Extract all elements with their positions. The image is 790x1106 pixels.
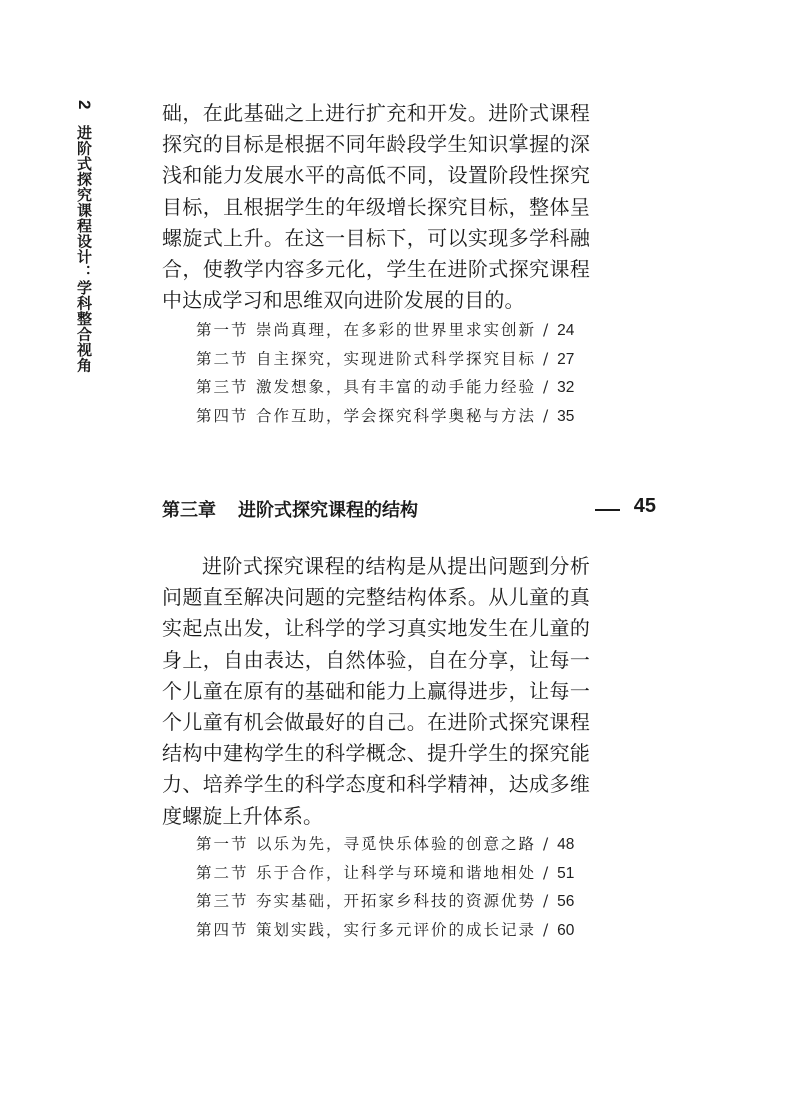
toc-chapter2-sections — [196, 316, 606, 430]
toc-entry: 第四节 合作互助，学会探究科学奥秘与方法 / 35 — [196, 402, 606, 431]
toc-section-number: 第一节 — [196, 321, 249, 339]
chapter-title: 进阶式探究课程的结构 — [238, 500, 418, 521]
toc-section-number: 第二节 — [196, 349, 249, 368]
toc-entry: 第三节 激发想象，具有丰富的动手能力经验 / 32 — [196, 373, 606, 402]
toc-chapter3-sections — [196, 830, 606, 944]
toc-section-number: 第一节 — [196, 835, 249, 853]
toc-section-title: 乐于合作，让科学与环境和谐地相处 — [256, 863, 537, 882]
toc-entry: 第一节 以乐为先，寻觅快乐体验的创意之路 / 48 — [196, 830, 606, 859]
toc-section-number: 第三节 — [196, 892, 249, 910]
book-title: 进阶式探究课程设计：学科整合视角 — [75, 125, 93, 374]
toc-page-number: 48 — [557, 836, 575, 853]
toc-section-title: 以乐为先，寻觅快乐体验的创意之路 — [256, 835, 537, 853]
toc-section-number: 第四节 — [196, 920, 249, 939]
toc-section-title: 策划实践，实行多元评价的成长记录 — [256, 920, 537, 939]
chapter-page-number: 45 — [633, 495, 656, 517]
toc-section-title: 崇尚真理，在多彩的世界里求实创新 — [256, 321, 537, 339]
toc-page-number: 35 — [557, 407, 575, 425]
toc-section-title: 夯实基础，开拓家乡科技的资源优势 — [256, 892, 537, 910]
toc-entry: 第三节 夯实基础，开拓家乡科技的资源优势 / 56 — [196, 887, 606, 916]
toc-section-number: 第四节 — [196, 406, 249, 425]
body-paragraph-2: 进阶式探究课程的结构是从提出问题到分析问题直至解决问题的完整结构体系。从儿童的真实起点出发，让科学的学习真实地发生在儿童的身上，自由表达，自然体验，自在分享，让每一个儿童在原有的基础和能力上赢得进步，让每一个儿童有机会做最好的自己。在进阶式探究课程结构中建构学生的科学概念、提升学生的探究能力、培养学生的科学态度和科学精神，达成多维度螺旋上升体系。 — [162, 554, 590, 828]
toc-entry: 第二节 自主探究，实现进阶式科学探究目标 / 27 — [196, 345, 606, 374]
toc-section-number: 第二节 — [196, 863, 249, 882]
toc-section-title: 合作互助，学会探究科学奥秘与方法 — [256, 406, 537, 425]
toc-page-number: 32 — [557, 379, 575, 396]
chapter-number: 第三章 — [162, 500, 216, 521]
toc-section-title: 自主探究，实现进阶式科学探究目标 — [256, 349, 537, 368]
toc-page-number: 60 — [557, 921, 575, 939]
toc-entry: 第四节 策划实践，实行多元评价的成长记录 / 60 — [196, 916, 606, 945]
toc-page-number: 27 — [557, 350, 575, 368]
toc-section-number: 第三节 — [196, 378, 249, 396]
toc-page-number: 56 — [557, 893, 575, 910]
toc-page-number: 24 — [557, 322, 575, 339]
running-header — [73, 100, 95, 373]
body-paragraph-1: 础，在此基础之上进行扩充和开发。进阶式课程探究的目标是根据不同年龄段学生知识掌握的深浅和能力发展水平的高低不同，设置阶段性探究目标，且根据学生的年级增长探究目标，整体呈螺旋式上升。在这一目标下，可以实现多学科融合，使教学内容多元化，学生在进阶式探究课程中达成学习和思维双向进阶发展的目的。 — [162, 101, 590, 313]
toc-entry: 第一节 崇尚真理，在多彩的世界里求实创新 / 24 — [196, 316, 606, 345]
page-number: 2 — [75, 100, 94, 110]
toc-section-title: 激发想象，具有丰富的动手能力经验 — [256, 378, 537, 396]
chapter-heading — [162, 492, 659, 526]
toc-entry: 第二节 乐于合作，让科学与环境和谐地相处 / 51 — [196, 859, 606, 888]
chapter-dash — [595, 509, 620, 511]
toc-page-number: 51 — [557, 864, 575, 882]
